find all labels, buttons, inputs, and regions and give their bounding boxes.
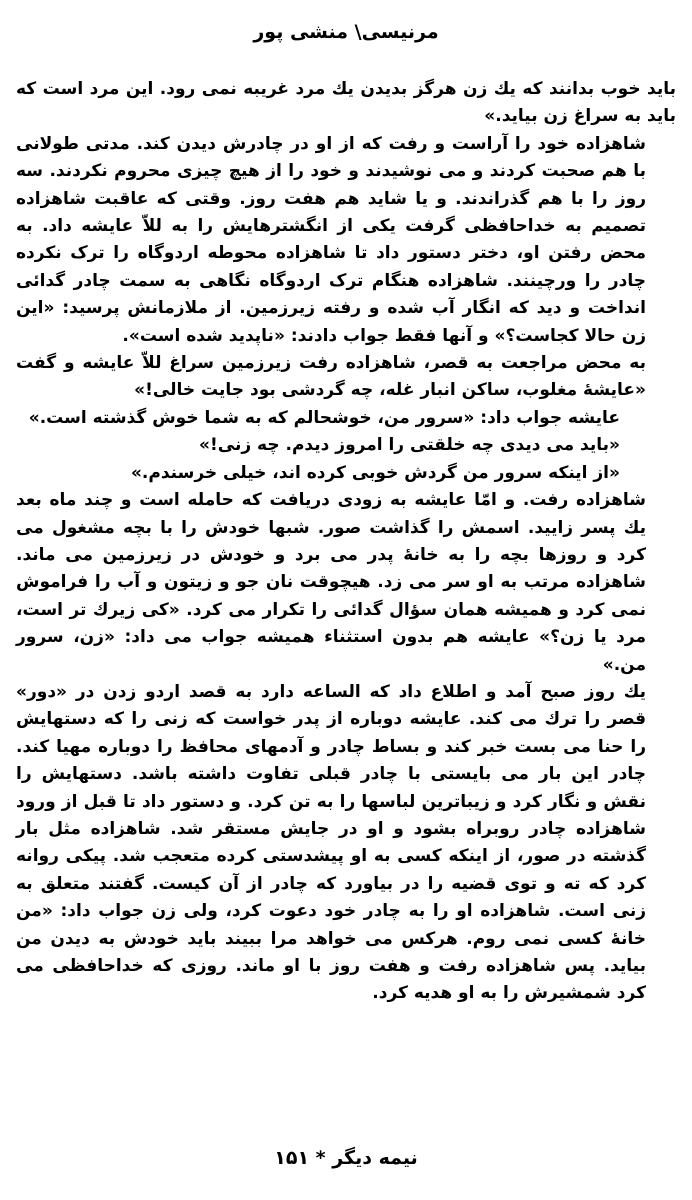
dialogue-line-3: «از اینکه سرور من گردش خوبی کرده اند، خیلی خرسندم.» — [130, 462, 620, 483]
dialogue-line-1: عایشه جواب داد: «سرور من، خوشحالم که به شما خوش گذشته است.» — [28, 407, 620, 428]
running-header: مرنیسی\ منشی پور — [253, 21, 439, 43]
dialogue-line-2: «باید می دیدی چه خلقتی را امروز دیدم. چه زنی!» — [199, 435, 620, 456]
paragraph-4: شاهزاده رفت. و امّا عایشه به زودی دریافت که حامله است و چند ماه بعد یك پسر زایید. اسمش را گذاشت صور. شبها خودش را با بچه مشغول می کرد و روزها بچه را به خانهٔ پدر می برد و خودش در زیرزمین می ماند. شاهزاده مرتب به او سر می زد. هیچوقت نان جو و زیتون و آب را فراموش نمی کرد و همیشه همان سؤال گدائی را تکرار می کرد. «کی زیرك تر است، مرد یا زن؟» عایشه هم بدون استثناء همیشه جواب می داد: «زن، سرور من.» — [16, 490, 646, 675]
paragraph-1: باید خوب بدانند که یك زن هرگز بدیدن یك مرد غریبه نمی رود. این مرد است که باید به سراغ زن بیاید.» — [16, 79, 676, 127]
paragraph-2: شاهزاده خود را آراست و رفت که از او در چادرش دیدن کند. مدتی طولانی با هم صحبت کردند و می نوشیدند و خود را از هیچ چیزی محروم نکردند. سه روز را با هم گذراندند. و یا شاید هم هفت روز. وقتی که عاقبت شاهزاده تصمیم به خداحافظی گرفت یکی از انگشترهایش را به للاّ عایشه داد. به محض رفتن او، دختر دستور داد تا شاهزاده محوطه اردوگاه را ترک نکرده چادر را ورچینند. شاهزاده هنگام ترک اردوگاه نگاهی به سمت چادر گدائی انداخت و دید که انگار آب شده و رفته زیرزمین. از ملازمانش پرسید: «این زن حالا کجاست؟» و آنها فقط جواب دادند: «ناپدید شده است». — [16, 133, 646, 346]
paragraph-3: به محض مراجعت به قصر، شاهزاده رفت زیرزمین سراغ للاّ عایشه و گفت «عایشهٔ مغلوب، ساکن انبار غله، چه گردشی بود جایت خالی!» — [16, 353, 646, 401]
body-text — [16, 76, 676, 1008]
paragraph-5: یك روز صبح آمد و اطلاع داد که الساعه دارد به قصد اردو زدن در «دور» قصر را ترك می کند. عایشه دوباره از پدر خواست که زنی را که دستهایش را حنا می بست خبر کند و بساط چادر و آدمهای محافظ را دوباره مهیا کند. چادر این بار می بایستی با چادر قبلی تفاوت داشته باشد. دستهایش را نقش و نگار کرد و زیباترین لباسها را به تن کرد. و دستور داد تا قبل از ورود شاهزاده چادر روبراه بشود و او در جایش مستقر شد. شاهزاده مثل بار گذشته در صور، از اینکه کسی به او پیشدستی کرده متعجب شد. پیکی روانه کرد که ته و توی قضیه را در بیاورد که چادر از آن کیست. گفتند متعلق به زنی است. شاهزاده او را به چادر خود دعوت کرد، ولی زن جواب داد: «من خانهٔ کسی نمی روم. هرکس می خواهد مرا ببیند باید خودش به دیدن من بیاید. پس شاهزاده رفت و هفت روز با او ماند. روزی که خداحافظی می کرد شمشیرش را به او هدیه کرد. — [16, 681, 646, 1004]
page-footer: نیمه دیگر * ۱۵۱ — [274, 1147, 418, 1169]
